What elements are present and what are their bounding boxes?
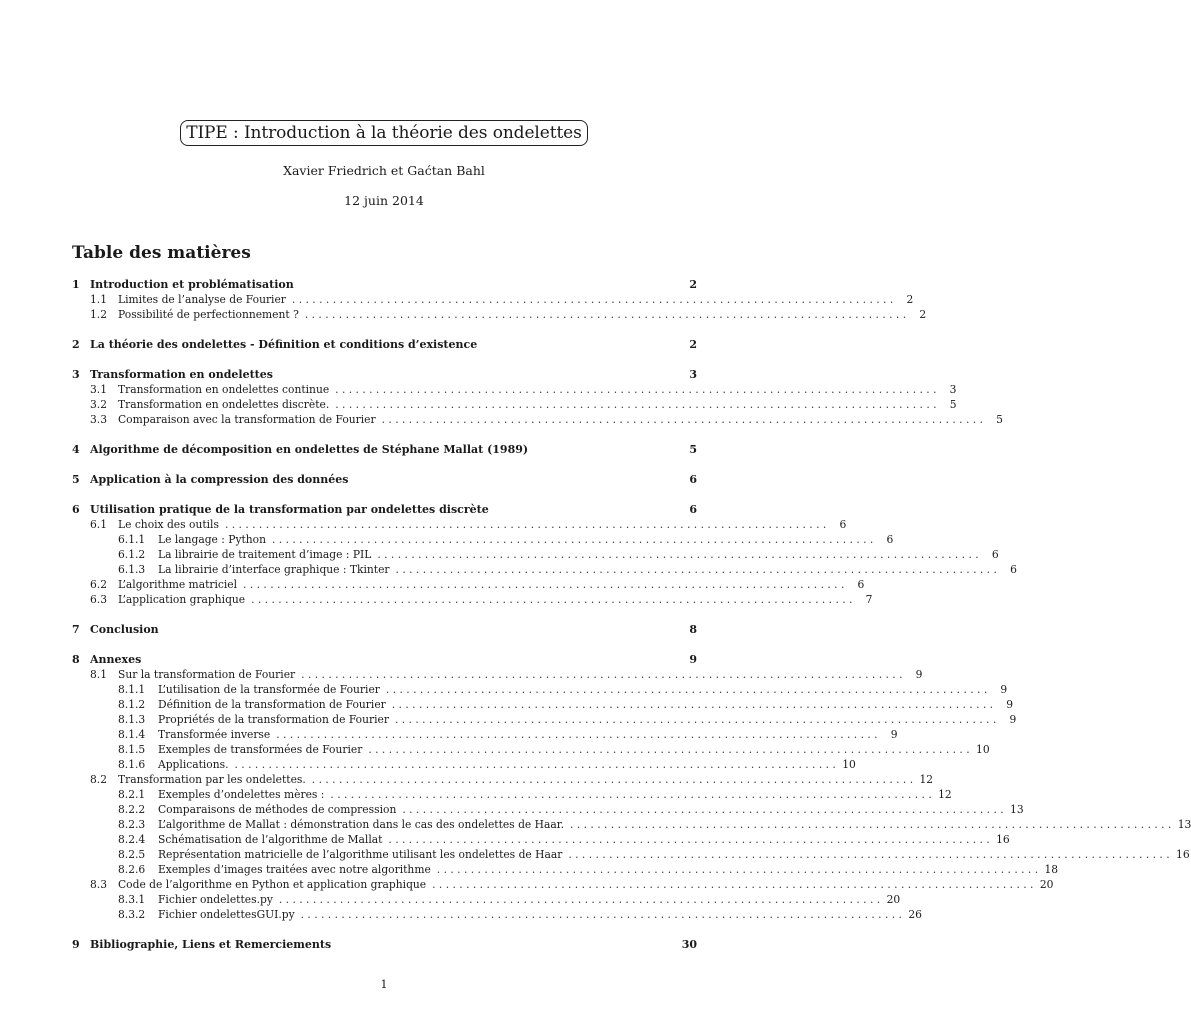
toc-entry-number: 8.1.6 — [118, 758, 146, 771]
toc-subsubsection[interactable] — [72, 532, 894, 547]
toc-entry-page: 6 — [886, 533, 894, 546]
toc-entry-title: Transformée inverse — [158, 728, 271, 741]
toc-section-group — [72, 652, 1191, 922]
toc-dot-leader — [396, 562, 997, 577]
toc-entry-title: Algorithme de décomposition en ondelettes de Stéphane Mallat (1989) — [90, 443, 529, 456]
toc-subsubsection[interactable] — [72, 682, 1008, 697]
toc-entry-title: Exemples d’images traitées avec notre algorithme — [158, 863, 431, 876]
toc-entry-number: 8.1.4 — [118, 728, 146, 741]
toc-subsection[interactable] — [72, 667, 923, 682]
toc-entry-title: Utilisation pratique de la transformation par ondelettes discrète — [90, 503, 489, 516]
toc-entry-title: Transformation en ondelettes — [90, 368, 273, 381]
toc-entry-page: 2 — [906, 293, 914, 306]
toc-dot-leader — [388, 832, 989, 847]
toc-section[interactable] — [72, 622, 697, 637]
toc-entry-title: Propriétés de la transformation de Fourier — [158, 713, 389, 726]
page-number: 1 — [380, 978, 388, 991]
toc-dot-leader — [305, 307, 906, 322]
toc-entry-page: 9 — [1000, 683, 1008, 696]
toc-section-group — [72, 337, 697, 352]
document-authors: Xavier Friedrich et Gaćtan Bahl — [283, 163, 485, 178]
toc-entry-page: 6 — [991, 548, 999, 561]
toc-subsubsection[interactable] — [72, 847, 1190, 862]
toc-entry-number: 5 — [72, 473, 80, 486]
toc-subsection[interactable] — [72, 412, 1003, 427]
toc-dot-leader — [570, 817, 1171, 832]
toc-entry-title: Limites de l’analyse de Fourier — [118, 293, 286, 306]
toc-entry-number: 1.2 — [90, 308, 107, 321]
toc-entry-page: 9 — [890, 728, 898, 741]
toc-entry-page: 9 — [1009, 713, 1017, 726]
toc-entry-title: L’algorithme matriciel — [118, 578, 238, 591]
toc-entry-title: Le langage : Python — [158, 533, 266, 546]
toc-entry-number: 7 — [72, 623, 80, 636]
toc-section[interactable] — [72, 337, 697, 352]
toc-section-group — [72, 622, 697, 637]
toc-entry-page: 16 — [1176, 848, 1190, 861]
toc-entry-number: 8.1.5 — [118, 743, 146, 756]
toc-section[interactable] — [72, 472, 697, 487]
toc-entry-number: 8.3 — [90, 878, 107, 891]
toc-entry-title: L’algorithme de Mallat : démonstration dans le cas des ondelettes de Haar. — [158, 818, 565, 831]
toc-dot-leader — [235, 757, 836, 772]
toc-entry-title: L’utilisation de la transformée de Fourier — [158, 683, 380, 696]
toc-section-group — [72, 367, 1003, 427]
toc-subsubsection[interactable] — [72, 892, 901, 907]
toc-dot-leader — [392, 697, 993, 712]
toc-dot-leader — [368, 742, 969, 757]
toc-dot-leader — [272, 532, 873, 547]
toc-subsubsection[interactable] — [72, 907, 922, 922]
toc-subsubsection[interactable] — [72, 862, 1059, 877]
toc-entry-number: 8.1.2 — [118, 698, 146, 711]
toc-dot-leader — [251, 592, 852, 607]
toc-entry-number: 3.2 — [90, 398, 107, 411]
toc-dot-leader — [330, 787, 931, 802]
toc-entry-title: Bibliographie, Liens et Remerciements — [90, 938, 332, 951]
toc-entry-number: 8.2.1 — [118, 788, 146, 801]
toc-entry-page: 9 — [689, 653, 697, 666]
toc-entry-number: 6.1.3 — [118, 563, 146, 576]
toc-entry-number: 8.3.1 — [118, 893, 146, 906]
toc-entry-title: Définition de la transformation de Fourier — [158, 698, 386, 711]
toc-entry-page: 12 — [919, 773, 934, 786]
toc-subsection[interactable] — [72, 382, 957, 397]
toc-entry-page: 6 — [839, 518, 847, 531]
toc-subsection[interactable] — [72, 307, 927, 322]
toc-entry-page: 5 — [689, 443, 697, 456]
toc-entry-title: Possibilité de perfectionnement ? — [118, 308, 299, 321]
toc-entry-title: Sur la transformation de Fourier — [118, 668, 296, 681]
toc-subsection[interactable] — [72, 292, 914, 307]
toc-subsubsection[interactable] — [72, 562, 1017, 577]
toc-entry-number: 8.1.1 — [118, 683, 146, 696]
toc-section-group — [72, 937, 697, 952]
toc-entry-number: 8.2.2 — [118, 803, 146, 816]
toc-dot-leader — [276, 727, 877, 742]
toc-dot-leader — [243, 577, 844, 592]
toc-entry-page: 30 — [681, 938, 697, 951]
toc-entry-number: 8 — [72, 653, 80, 666]
toc-entry-page: 16 — [996, 833, 1010, 846]
toc-dot-leader — [377, 547, 978, 562]
toc-section[interactable] — [72, 367, 697, 382]
title-block — [0, 120, 768, 146]
toc-entry-number: 6.3 — [90, 593, 107, 606]
toc-entry-page: 26 — [908, 908, 922, 921]
toc-entry-number: 8.1 — [90, 668, 107, 681]
toc-entry-number: 8.1.3 — [118, 713, 146, 726]
toc-entry-number: 6.1.1 — [118, 533, 146, 546]
document-title: TIPE : Introduction à la théorie des ondelettes — [180, 120, 588, 146]
toc-section[interactable] — [72, 442, 697, 457]
toc-entry-number: 3.3 — [90, 413, 107, 426]
toc-entry-title: Fichier ondelettes.py — [158, 893, 273, 906]
toc-subsubsection[interactable] — [72, 757, 856, 772]
toc-entry-page: 13 — [1010, 803, 1024, 816]
toc-dot-leader — [301, 907, 902, 922]
toc-entry-number: 8.2.4 — [118, 833, 146, 846]
toc-subsection[interactable] — [72, 772, 934, 787]
table-of-contents — [72, 277, 1191, 967]
toc-entry-number: 3 — [72, 368, 80, 381]
toc-subsubsection[interactable] — [72, 547, 999, 562]
toc-entry-page: 7 — [865, 593, 873, 606]
toc-entry-title: L’application graphique — [118, 593, 246, 606]
toc-entry-number: 6.2 — [90, 578, 107, 591]
toc-entry-title: La théorie des ondelettes - Définition et conditions d’existence — [90, 338, 478, 351]
toc-entry-title: Comparaison avec la transformation de Fourier — [118, 413, 376, 426]
toc-dot-leader — [437, 862, 1038, 877]
toc-entry-number: 8.2.5 — [118, 848, 146, 861]
toc-subsubsection[interactable] — [72, 802, 1024, 817]
toc-entry-number: 9 — [72, 938, 80, 951]
toc-entry-title: Exemples de transformées de Fourier — [158, 743, 363, 756]
document-date: 12 juin 2014 — [344, 193, 424, 208]
toc-dot-leader — [301, 667, 902, 682]
toc-entry-title: La librairie d’interface graphique : Tkinter — [158, 563, 390, 576]
toc-entry-title: Transformation en ondelettes discrète. — [118, 398, 330, 411]
toc-entry-page: 10 — [976, 743, 990, 756]
toc-entry-number: 1.1 — [90, 293, 107, 306]
toc-subsection[interactable] — [72, 577, 865, 592]
toc-dot-leader — [279, 892, 880, 907]
toc-subsection[interactable] — [72, 517, 847, 532]
toc-entry-page: 6 — [689, 503, 697, 516]
toc-entry-title: Code de l’algorithme en Python et application graphique — [118, 878, 427, 891]
toc-section-group — [72, 442, 697, 457]
toc-subsection[interactable] — [72, 877, 1054, 892]
toc-entry-title: Transformation en ondelettes continue — [118, 383, 330, 396]
toc-entry-page: 5 — [949, 398, 957, 411]
toc-entry-title: Le choix des outils — [118, 518, 219, 531]
toc-entry-page: 12 — [938, 788, 952, 801]
toc-section-group — [72, 277, 927, 322]
toc-dot-leader — [382, 412, 983, 427]
toc-subsubsection[interactable] — [72, 697, 1014, 712]
toc-dot-leader — [568, 847, 1169, 862]
toc-entry-title: Fichier ondelettesGUI.py — [158, 908, 295, 921]
toc-entry-title: La librairie de traitement d’image : PIL — [158, 548, 372, 561]
toc-dot-leader — [312, 772, 913, 787]
toc-entry-number: 3.1 — [90, 383, 107, 396]
toc-entry-page: 9 — [1006, 698, 1014, 711]
toc-dot-leader — [395, 712, 996, 727]
toc-entry-page: 10 — [842, 758, 856, 771]
toc-entry-number: 6.1.2 — [118, 548, 146, 561]
toc-section[interactable] — [72, 652, 697, 667]
toc-dot-leader — [432, 877, 1033, 892]
toc-entry-title: Exemples d’ondelettes mères : — [158, 788, 325, 801]
toc-entry-title: Schématisation de l’algorithme de Mallat — [158, 833, 383, 846]
toc-entry-page: 2 — [919, 308, 927, 321]
toc-dot-leader — [292, 292, 893, 307]
toc-entry-number: 8.3.2 — [118, 908, 146, 921]
toc-entry-title: Applications. — [158, 758, 229, 771]
toc-entry-title: Conclusion — [90, 623, 159, 636]
toc-entry-number: 1 — [72, 278, 80, 291]
toc-entry-page: 3 — [689, 368, 697, 381]
toc-section[interactable] — [72, 277, 697, 292]
toc-section-group — [72, 472, 697, 487]
toc-entry-number: 8.2.3 — [118, 818, 146, 831]
toc-entry-page: 2 — [689, 278, 697, 291]
toc-entry-number: 8.2 — [90, 773, 107, 786]
toc-entry-title: Transformation par les ondelettes. — [118, 773, 306, 786]
toc-entry-page: 3 — [949, 383, 957, 396]
toc-entry-title: Représentation matricielle de l’algorithme utilisant les ondelettes de Haar — [158, 848, 563, 861]
toc-dot-leader — [402, 802, 1003, 817]
toc-entry-number: 2 — [72, 338, 80, 351]
toc-entry-title: Annexes — [90, 653, 142, 666]
toc-entry-page: 2 — [689, 338, 697, 351]
toc-entry-page: 6 — [689, 473, 697, 486]
toc-subsubsection[interactable] — [72, 832, 1010, 847]
toc-entry-page: 18 — [1044, 863, 1059, 876]
toc-subsection[interactable] — [72, 397, 957, 412]
toc-entry-number: 4 — [72, 443, 80, 456]
toc-entry-page: 6 — [857, 578, 865, 591]
toc-entry-page: 20 — [886, 893, 901, 906]
toc-entry-title: Comparaisons de méthodes de compression — [158, 803, 397, 816]
toc-heading: Table des matières — [72, 243, 251, 263]
toc-subsubsection[interactable] — [72, 817, 1191, 832]
toc-dot-leader — [335, 382, 936, 397]
toc-entry-page: 20 — [1039, 878, 1054, 891]
toc-entry-page: 6 — [1010, 563, 1017, 576]
toc-entry-number: 8.2.6 — [118, 863, 146, 876]
toc-subsubsection[interactable] — [72, 787, 952, 802]
toc-entry-title: Introduction et problématisation — [90, 278, 294, 291]
toc-entry-page: 13 — [1177, 818, 1191, 831]
toc-subsection[interactable] — [72, 592, 873, 607]
toc-entry-page: 9 — [915, 668, 923, 681]
toc-dot-leader — [386, 682, 987, 697]
toc-section[interactable] — [72, 502, 697, 517]
toc-section-group — [72, 502, 1017, 607]
toc-entry-number: 6 — [72, 503, 80, 516]
toc-subsubsection[interactable] — [72, 742, 990, 757]
toc-entry-number: 6.1 — [90, 518, 107, 531]
toc-subsubsection[interactable] — [72, 727, 898, 742]
toc-entry-title: Application à la compression des données — [90, 473, 349, 486]
toc-dot-leader — [225, 517, 826, 532]
toc-subsubsection[interactable] — [72, 712, 1017, 727]
toc-section[interactable] — [72, 937, 697, 952]
toc-dot-leader — [335, 397, 936, 412]
toc-entry-page: 5 — [996, 413, 1003, 426]
toc-entry-page: 8 — [689, 623, 697, 636]
